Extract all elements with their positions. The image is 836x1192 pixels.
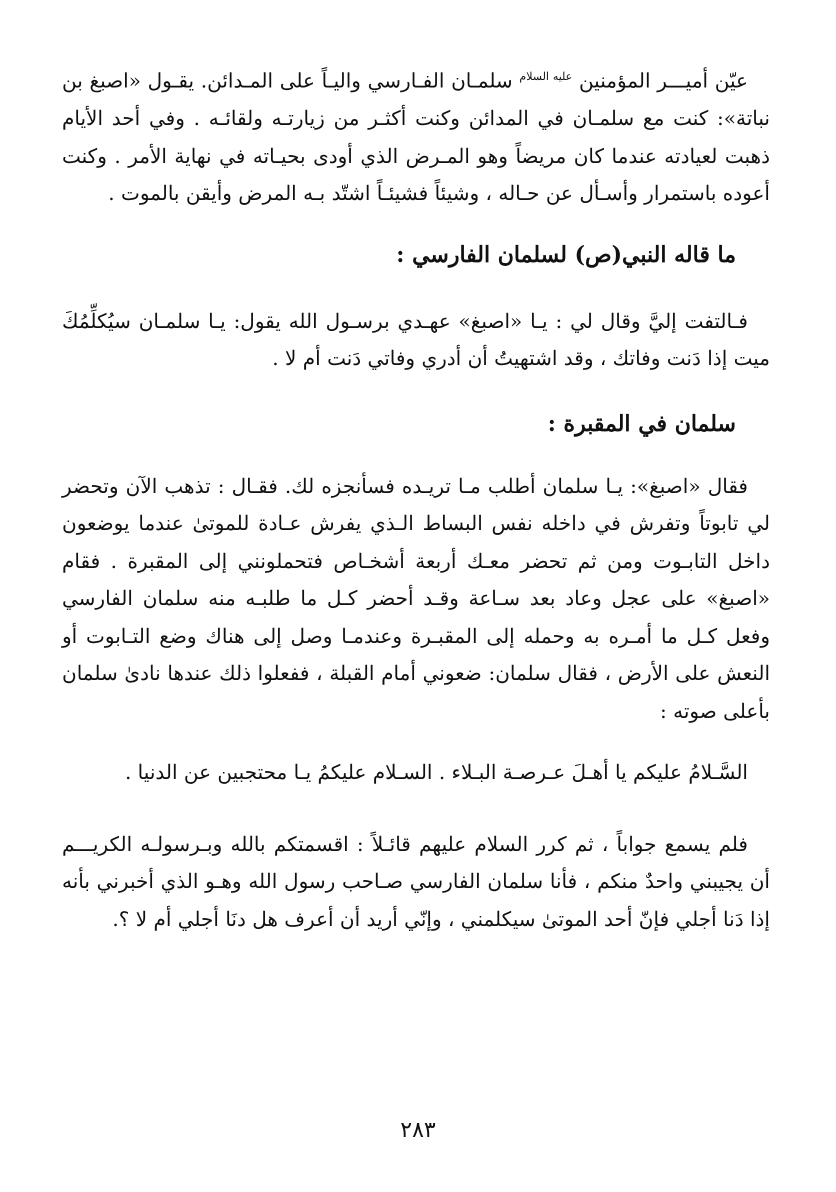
page-body [62, 58, 770, 1138]
paragraph-intro [62, 58, 770, 213]
paragraph-no-answer: فلم يسمع جواباً ، ثم كرر السلام عليهم قائـلاً : اقسمتكم بالله وبـرسولـه الكريـــم أن يجيبني واحدٌ منكم ، فأنا سلمان الفارسي صـاحب رسول الله وهـو الذي أخبرني بأنه إذا دَنا أجلي فإنّ أحد الموتىٰ سيكلمني ، وإنّي أريد أن أعرف هل دنَا أجلي أم لا ؟. [62, 831, 770, 931]
paragraph-prophet-saying: فـالتفت إليَّ وقال لي : يـا «اصبغ» عهـدي برسـول الله يقول: يـا سلمـان سيُكلِّمُكَ ميت إذا دَنت وفاتك ، وقد اشتهيتُ أن أدري وفاتي دَنت أم لا . [62, 308, 770, 371]
honorific-mark: عليه السلام [519, 70, 573, 83]
paragraph-greeting: السَّـلامُ عليكم يا أهـلَ عـرصـة البـلاء . السـلام عليكمُ يـا محتجبين عن الدنيا . [124, 760, 748, 785]
page-number: ٢٨٣ [400, 1118, 436, 1143]
paragraph-intro-text-after: سلمـان الفـارسي واليـاً على المـدائن. يقـول «اصبغ بن نباتة»: كنت مع سلمـان في المدائن وكنت أكثـر من زيارتـه ولقائـه . وفي أحد الأيام ذهبت لعيادته عندما كان مريضاً وهو المـرض الذي أودى بحيـاته في نهاية الأمر . وكنت أعوده باستمرار وأسـأل عن حـاله ، وشيئاً فشيئـاً اشتّد بـه المرض وأيقن بالموت . [62, 68, 770, 206]
paragraph-cemetery: فقال «اصبغ»: يـا سلمان أطلب مـا تريـده فسأنجزه لك. فقـال : تذهب الآن وتحضر لي تابوتاً وتفرش في داخله نفس البساط الـذي يفرش عـادة للموتىٰ عندما يوضعون داخل التابـوت ومن ثم تحضر معـك أربعة أشخـاص فتحملونني إلى المقبرة . فقام «اصبغ» على عجل وعاد بعد سـاعة وقـد أحضر كـل ما طلبـه منه سلمان الفارسي وفعل كـل ما أمـره به وحمله إلى المقبـرة وعندمـا وصل إلى هناك وضع التـابوت أو النعش على الأرض ، فقال سلمان: ضعوني أمام القبلة ، ففعلوا ذلك عندها نادىٰ سلمان بأعلى صوته : [62, 473, 770, 723]
heading-prophet-saying: ما قاله النبي(ص) لسلمان الفارسي : [396, 241, 736, 268]
paragraph-intro-text-before: عيّن أميـــر المؤمنين [572, 68, 748, 93]
heading-cemetery: سلمان في المقبرة : [547, 410, 736, 437]
